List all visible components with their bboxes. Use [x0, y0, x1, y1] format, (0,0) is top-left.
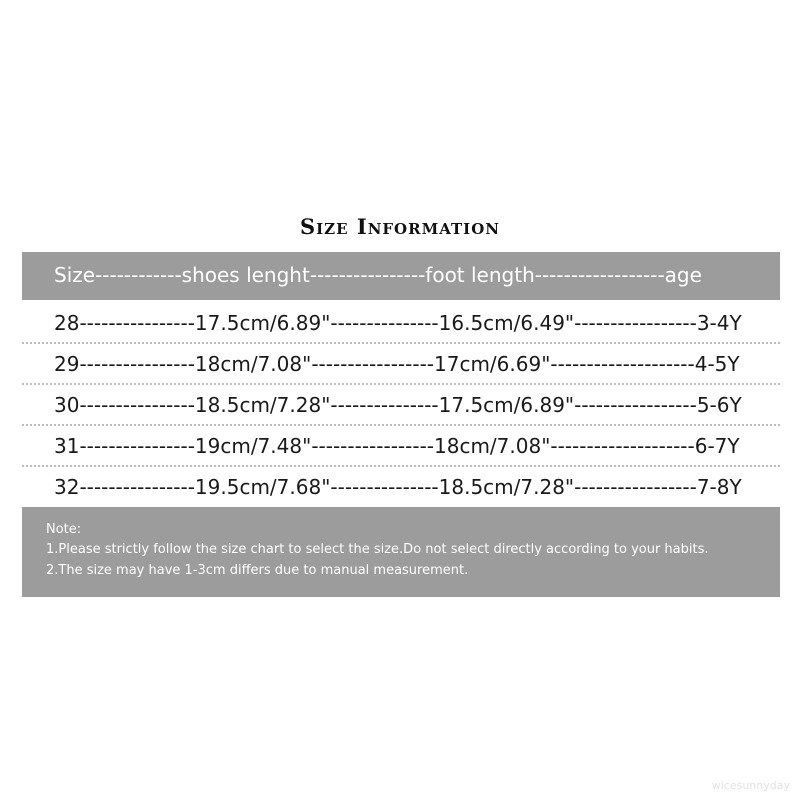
- size-table-row: [22, 344, 780, 384]
- size-table-row: [22, 467, 780, 507]
- size-row-text: 32----------------19.5cm/7.68"---------------18.5cm/7.28"-----------------7-8Y: [54, 475, 742, 499]
- note-box: [22, 507, 780, 597]
- size-row-text: 31----------------19cm/7.48"-----------------18cm/7.08"--------------------6-7Y: [54, 434, 740, 458]
- size-table-row: [22, 426, 780, 466]
- size-row-text: 29----------------18cm/7.08"-----------------17cm/6.69"--------------------4-5Y: [54, 352, 740, 376]
- size-information-title: Size Information: [300, 214, 500, 239]
- size-table-header: [22, 252, 780, 300]
- size-table-row: [22, 385, 780, 425]
- note-line-1: 1.Please strictly follow the size chart to select the size.Do not select directly according to your habits.: [46, 542, 709, 557]
- watermark: wicesunnyday: [711, 779, 790, 792]
- size-table-header-text: Size------------shoes lenght----------------foot length------------------age: [54, 263, 702, 287]
- note-line-2: 2.The size may have 1-3cm differs due to manual measurement.: [46, 563, 469, 578]
- note-heading: Note:: [46, 522, 82, 537]
- size-row-text: 28----------------17.5cm/6.89"---------------16.5cm/6.49"-----------------3-4Y: [54, 311, 742, 335]
- size-table-row: [22, 303, 780, 343]
- size-row-text: 30----------------18.5cm/7.28"---------------17.5cm/6.89"-----------------5-6Y: [54, 393, 742, 417]
